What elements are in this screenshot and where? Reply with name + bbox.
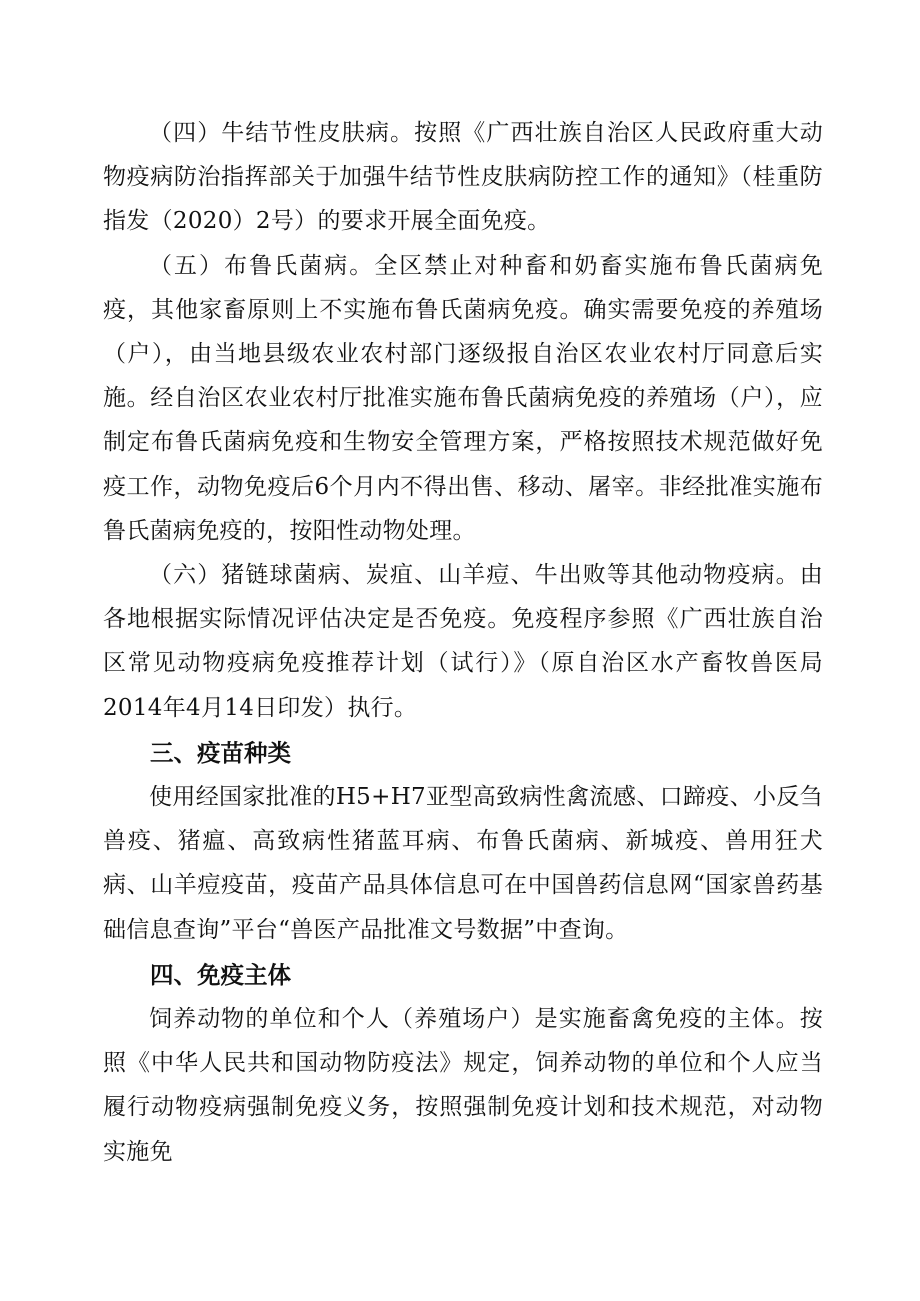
- paragraph-lumpy-skin-disease: （四）牛结节性皮肤病。按照《广西壮族自治区人民政府重大动物疫病防治指挥部关于加强牛结节性皮肤病防控工作的通知》（桂重防指发（2020）2号）的要求开展全面免疫。: [103, 120, 823, 235]
- paragraph-brucellosis: （五）布鲁氏菌病。全区禁止对种畜和奶畜实施布鲁氏菌病免疫，其他家畜原则上不实施布鲁氏菌病免疫。确实需要免疫的养殖场（户），由当地县级农业农村部门逐级报自治区农业农村厅同意后实施。经自治区农业农村厅批准实施布鲁氏菌病免疫的养殖场（户），应制定布鲁氏菌病免疫和生物安全管理方案，严格按照技术规范做好免疫工作，动物免疫后6个月内不得出售、移动、屠宰。非经批准实施布鲁氏菌病免疫的，按阳性动物处理。: [103, 252, 823, 544]
- paragraph-other-diseases: （六）猪链球菌病、炭疽、山羊痘、牛出败等其他动物疫病。由各地根据实际情况评估决定是否免疫。免疫程序参照《广西壮族自治区常见动物疫病免疫推荐计划（试行）》（原自治区水产畜牧兽医局2014年4月14日印发）执行。: [103, 562, 823, 721]
- paragraph-vaccine-types: 使用经国家批准的H5+H7亚型高致病性禽流感、口蹄疫、小反刍兽疫、猪瘟、高致病性猪蓝耳病、布鲁氏菌病、新城疫、兽用狂犬病、山羊痘疫苗，疫苗产品具体信息可在中国兽药信息网“国家兽药基础信息查询”平台“兽医产品批准文号数据”中查询。: [103, 784, 823, 943]
- paragraph-immunization-subject: 饲养动物的单位和个人（养殖场户）是实施畜禽免疫的主体。按照《中华人民共和国动物防疫法》规定，饲养动物的单位和个人应当履行动物疫病强制免疫义务，按照强制免疫计划和技术规范，对动物实施免: [103, 1006, 823, 1165]
- heading-immunization-subject: 四、免疫主体: [150, 960, 291, 989]
- document-body: [103, 111, 823, 1174]
- heading-vaccine-types: 三、疫苗种类: [150, 738, 291, 767]
